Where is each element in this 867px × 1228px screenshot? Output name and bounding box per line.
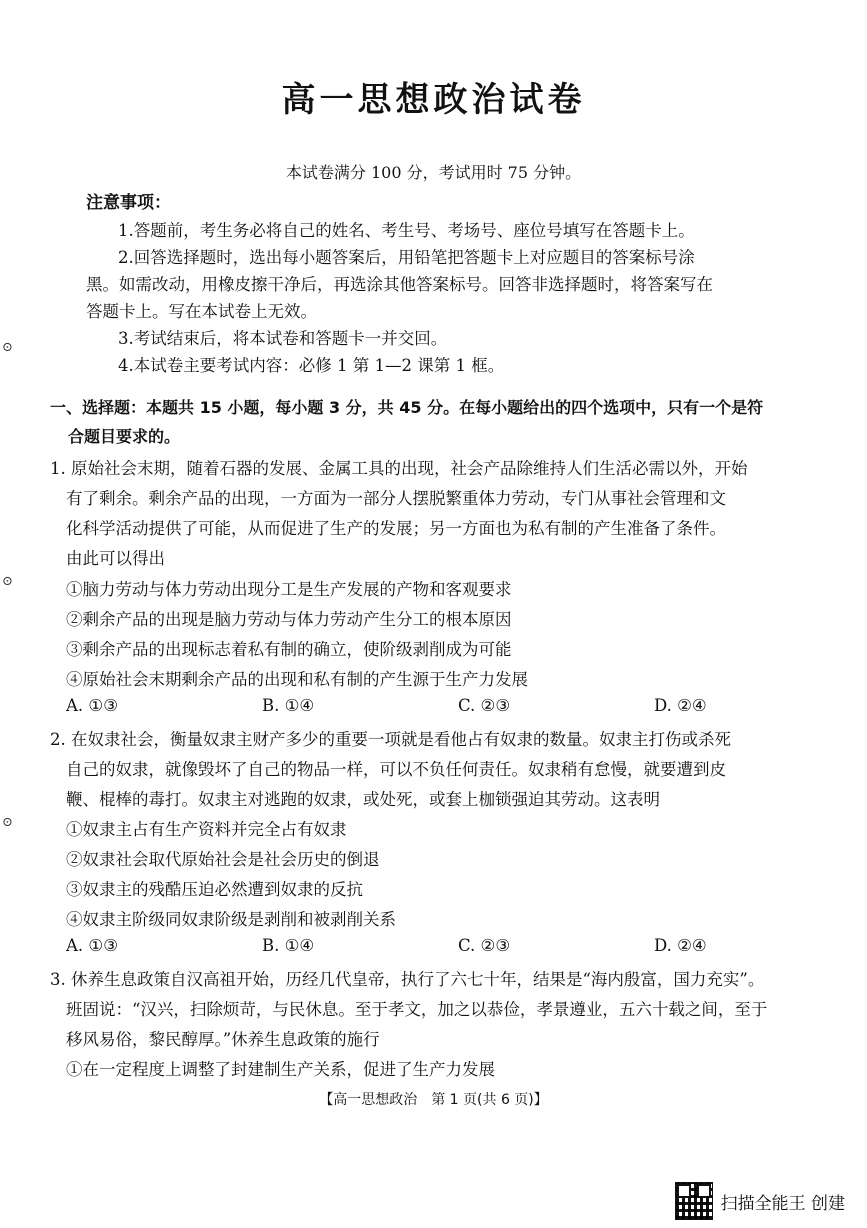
q2-choice-b: B. ①④ [262,936,315,955]
q3-stem-line: 移风易俗，黎民醇厚。”休养生息政策的施行 [66,1030,380,1049]
q2-option: ③奴隶主的残酷压迫必然遭到奴隶的反抗 [66,880,363,899]
margin-mark: ⊙ [2,340,13,355]
q2-choice-c: C. ②③ [458,936,511,955]
note-line-2: 2.回答选择题时，选出每小题答案后，用铅笔把答题卡上对应题目的答案标号涂 [118,248,695,267]
q1-choice-b: B. ①④ [262,696,315,715]
q2-option: ①奴隶主占有生产资料并完全占有奴隶 [66,820,347,839]
scanner-label: 扫描全能王 创建 [720,1193,845,1214]
q1-choice-a: A. ①③ [66,696,118,715]
q1-option: ①脑力劳动与体力劳动出现分工是生产发展的产物和客观要求 [66,580,512,599]
q1-stem-line: 有了剩余。剩余产品的出现，一方面为一部分人摆脱繁重体力劳动，专门从事社会管理和文 [66,489,726,508]
q1-option: ④原始社会末期剩余产品的出现和私有制的产生源于生产力发展 [66,670,528,689]
q3-stem-line: 班固说：“汉兴，扫除烦苛，与民休息。至于孝文，加之以恭俭，孝景遵业，五六十载之间，至于 [66,1000,768,1019]
note-line-3: 黑。如需改动，用橡皮擦干净后，再选涂其他答案标号。回答非选择题时，将答案写在 [86,275,713,294]
scanner-watermark [675,1182,845,1220]
q2-stem-line: 2. 在奴隶社会，衡量奴隶主财产多少的重要一项就是看他占有奴隶的数量。奴隶主打伤或杀死 [50,730,731,749]
margin-mark: ⊙ [2,815,13,830]
q1-choice-d: D. ②④ [654,696,707,715]
q2-choice-a: A. ①③ [66,936,118,955]
q2-choice-d: D. ②④ [654,936,707,955]
q1-stem-line: 化科学活动提供了可能，从而促进了生产的发展；另一方面也为私有制的产生准备了条件。 [66,519,726,538]
page-title: 高一思想政治试卷 [281,80,586,120]
page-footer: 【高一思想政治 第 1 页(共 6 页)】 [319,1092,548,1108]
q2-option: ②奴隶社会取代原始社会是社会历史的倒退 [66,850,380,869]
margin-mark: ⊙ [2,574,13,589]
qr-code-icon [675,1182,713,1220]
note-line-6: 4.本试卷主要考试内容：必修 1 第 1—2 课第 1 框。 [118,356,505,375]
exam-info: 本试卷满分 100 分，考试用时 75 分钟。 [285,163,582,182]
q1-choice-c: C. ②③ [458,696,511,715]
q1-stem-line: 由此可以得出 [66,549,165,568]
notes-heading: 注意事项： [86,193,171,213]
section-heading: 一、选择题：本题共 15 小题，每小题 3 分，共 45 分。在每小题给出的四个选项中，只有一个是符 [50,398,764,417]
note-line-1: 1.答题前，考生务必将自己的姓名、考生号、考场号、座位号填写在答题卡上。 [118,221,695,240]
section-heading-cont: 合题目要求的。 [68,427,181,446]
note-line-5: 3.考试结束后，将本试卷和答题卡一并交回。 [118,329,448,348]
q2-stem-line: 鞭、棍棒的毒打。奴隶主对逃跑的奴隶，或处死，或套上枷锁强迫其劳动。这表明 [66,790,660,809]
q1-option: ②剩余产品的出现是脑力劳动与体力劳动产生分工的根本原因 [66,610,512,629]
q1-option: ③剩余产品的出现标志着私有制的确立，使阶级剥削成为可能 [66,640,512,659]
q2-stem-line: 自己的奴隶，就像毁坏了自己的物品一样，可以不负任何责任。奴隶稍有怠慢，就要遭到皮 [66,760,726,779]
q3-stem-line: 3. 休养生息政策自汉高祖开始，历经几代皇帝，执行了六七十年，结果是“海内殷富，国力充实”。 [50,970,765,989]
q3-option: ①在一定程度上调整了封建制生产关系，促进了生产力发展 [66,1060,495,1079]
note-line-4: 答题卡上。写在本试卷上无效。 [86,302,317,321]
q1-stem-line: 1. 原始社会末期，随着石器的发展、金属工具的出现，社会产品除维持人们生活必需以外，开始 [50,459,748,478]
q2-option: ④奴隶主阶级同奴隶阶级是剥削和被剥削关系 [66,910,396,929]
